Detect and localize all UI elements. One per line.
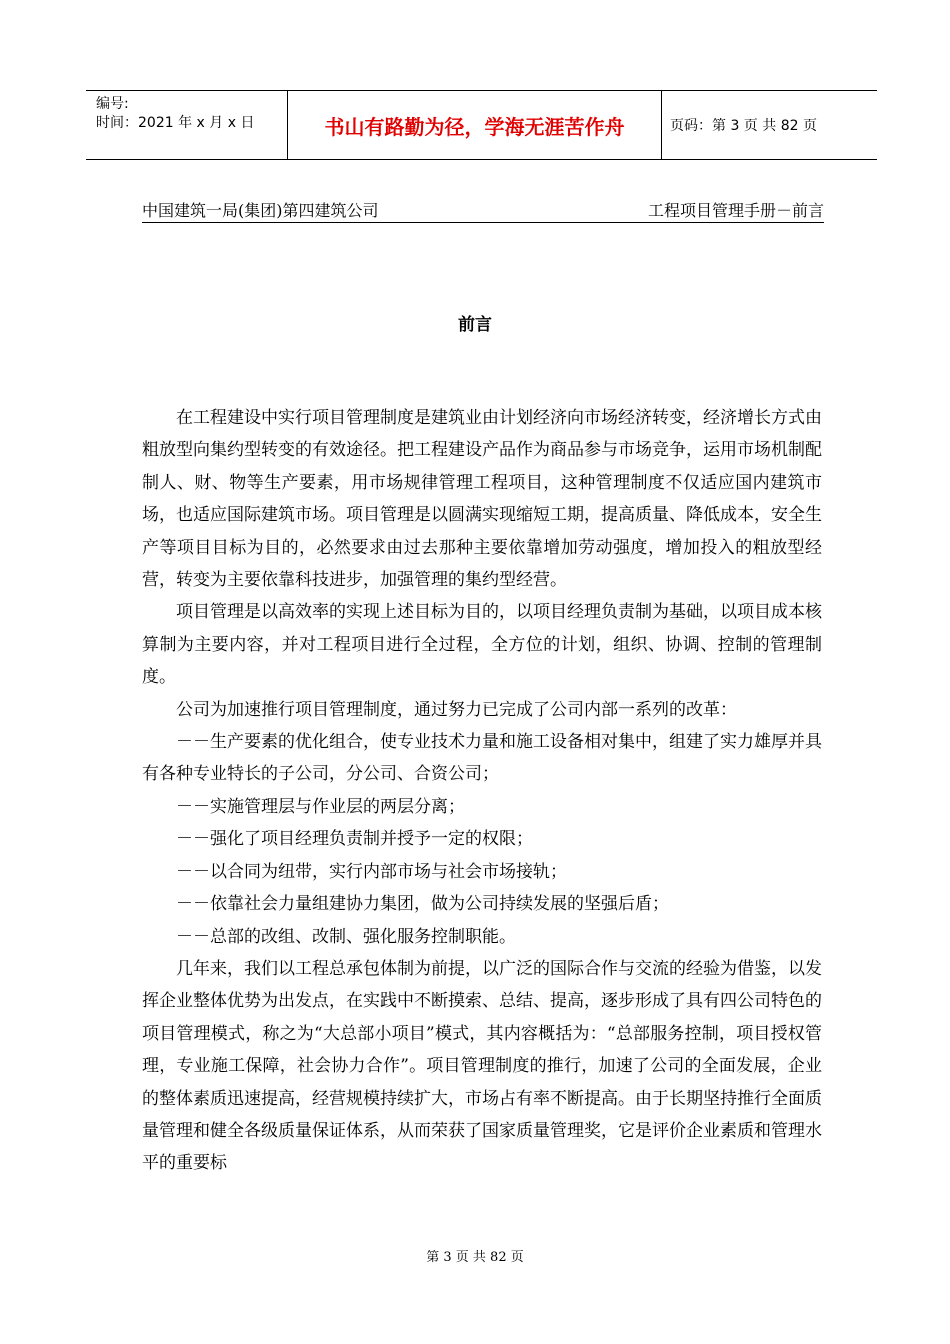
page-footer: 第 3 页 共 82 页: [426, 1250, 524, 1265]
reform-item: －－总部的改组、改制、强化服务控制职能。: [176, 926, 516, 947]
page-count-label: 页码：第 3 页 共 82 页: [670, 118, 817, 134]
motto-cell: [288, 91, 662, 159]
motto-text: 书山有路勤为径，学海无涯苦作舟: [324, 114, 625, 139]
header-meta-cell: [86, 91, 288, 159]
reform-item: －－实施管理层与作业层的两层分离；: [176, 796, 465, 817]
running-head: [142, 198, 824, 223]
page-count-cell: [662, 91, 877, 159]
running-head-right: 工程项目管理手册－前言: [647, 201, 824, 220]
number-label: 编号:: [96, 96, 129, 112]
paragraph: 项目管理是以高效率的实现上述目标为目的，以项目经理负责制为基础，以项目成本核算制为主要内容，并对工程项目进行全过程，全方位的计划，组织、协调、控制的管理制度。: [142, 602, 822, 688]
running-head-left: 中国建筑一局(集团)第四建筑公司: [142, 201, 379, 220]
reform-item: －－生产要素的优化组合，使专业技术力量和施工设备相对集中，组建了实力雄厚并具有各种专业特长的子公司，分公司、合资公司；: [142, 732, 822, 785]
reform-item: －－强化了项目经理负责制并授予一定的权限；: [176, 829, 533, 850]
body-text: [142, 402, 822, 1180]
page-title: 前言: [458, 315, 492, 335]
document-header-table: [86, 90, 877, 160]
reform-item: －－以合同为纽带，实行内部市场与社会市场接轨；: [176, 861, 567, 882]
paragraph: 几年来，我们以工程总承包体制为前提，以广泛的国际合作与交流的经验为借鉴，以发挥企业整体优势为出发点，在实践中不断摸索、总结、提高，逐步形成了具有四公司特色的项目管理模式，称之为“大总部小项目”模式，其内容概括为：“总部服务控制，项目授权管理，专业施工保障，社会协力合作”。项目管理制度的推行，加速了公司的全面发展，企业的整体素质迅速提高，经营规模持续扩大，市场占有率不断提高。由于长期坚持推行全面质量管理和健全各级质量保证体系，从而荣获了国家质量管理奖，它是评价企业素质和管理水平的重要标: [142, 958, 822, 1174]
paragraph: 公司为加速推行项目管理制度，通过努力已完成了公司内部一系列的改革：: [176, 699, 737, 720]
paragraph: 在工程建设中实行项目管理制度是建筑业由计划经济向市场经济转变，经济增长方式由粗放型向集约型转变的有效途径。把工程建设产品作为商品参与市场竞争，运用市场机制配制人、财、物等生产要素，用市场规律管理工程项目，这种管理制度不仅适应国内建筑市场，也适应国际建筑市场。项目管理是以圆满实现缩短工期，提高质量、降低成本，安全生产等项目目标为目的，必然要求由过去那种主要依靠增加劳动强度，增加投入的粗放型经营，转变为主要依靠科技进步，加强管理的集约型经营。: [142, 408, 822, 591]
reform-item: －－依靠社会力量组建协力集团，做为公司持续发展的坚强后盾；: [176, 894, 669, 915]
time-label: 时间：2021 年 x 月 x 日: [96, 115, 255, 131]
